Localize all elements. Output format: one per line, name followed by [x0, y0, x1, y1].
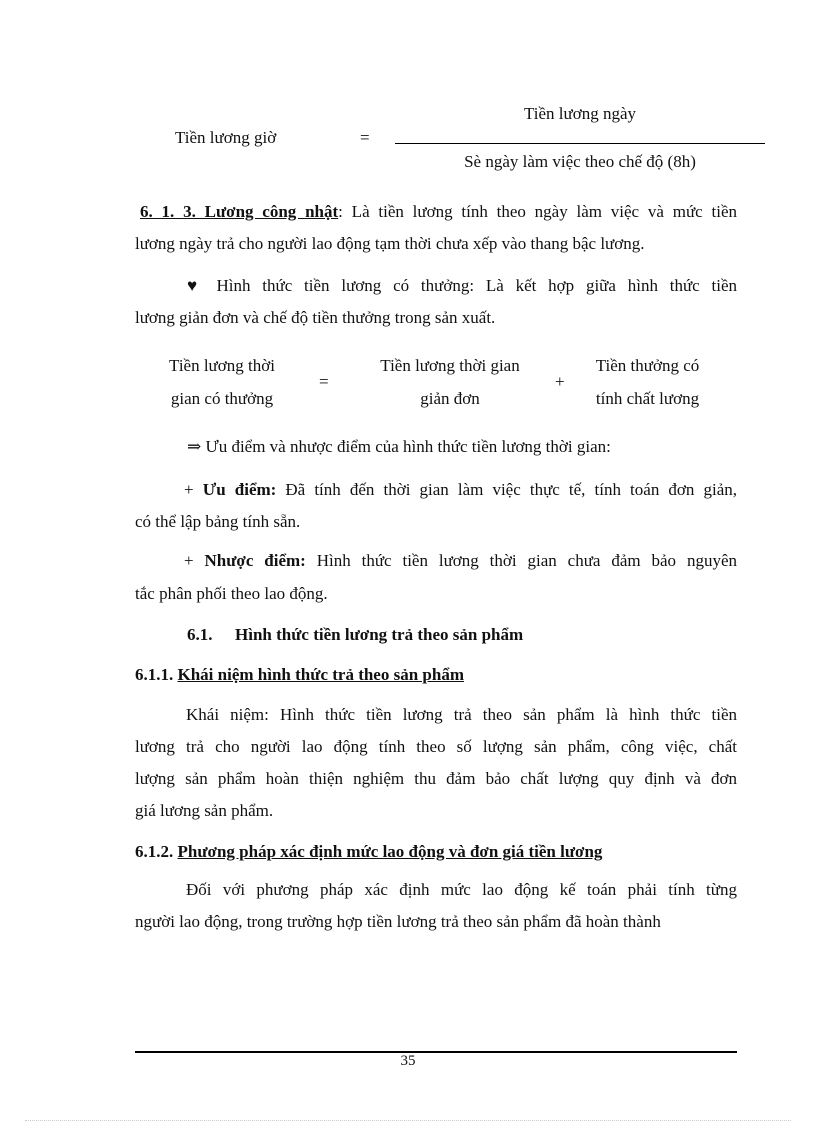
section-61-number: 6.1. — [187, 625, 213, 644]
cons-label: Nhược điểm: — [204, 551, 306, 570]
formula-bonus-a1: Tiền lương thời — [169, 356, 275, 375]
pros-line2: có thể lập bảng tính sẵn. — [135, 512, 301, 531]
section-612-number: 6.1.2. — [135, 842, 174, 861]
bonus-line1 — [187, 276, 737, 296]
proscons-intro: Ưu điểm và nhược điểm của hình thức tiền lương thời gian: — [205, 437, 611, 456]
formula-bonus-a2: gian có thưởng — [170, 389, 274, 408]
section-613-line1 — [140, 202, 737, 222]
pros-line1 — [184, 480, 737, 500]
section-613-heading: 6. 1. 3. Lương công nhật — [140, 202, 339, 221]
formula-hour-lhs: Tiền lương giờ — [175, 128, 277, 147]
section-61-title: Hình thức tiền lương trả theo sản phẩm — [235, 625, 524, 644]
bonus-line2: lương giản đơn và chế độ tiền thưởng trong sản xuất. — [135, 308, 496, 327]
section-612-line2: người lao động, trong trường hợp tiền lương trả theo sản phẩm đã hoàn thành — [135, 912, 661, 931]
section-613-text1: : Là tiền lương tính theo ngày làm việc và mức tiền — [338, 202, 737, 221]
section-612-line1: Đối với phương pháp xác định mức lao động kế toán phải tính từng — [186, 880, 737, 899]
section-611-line2: lương trả cho người lao động tính theo số lượng sản phẩm, công việc, chất — [135, 737, 737, 756]
cons-line2: tắc phân phối theo lao động. — [135, 584, 328, 603]
implies-arrow-icon: ⇒ — [187, 437, 202, 456]
page-number: 35 — [400, 1053, 416, 1069]
section-612-title: Phương pháp xác định mức lao động và đơn giá tiền lương — [177, 842, 603, 861]
section-613-line2: lương ngày trả cho người lao động tạm thời chưa xếp vào thang bậc lương. — [135, 234, 645, 253]
section-611-title: Khái niệm hình thức trả theo sản phẩm — [177, 665, 464, 684]
page-edge-dotted-line — [25, 1120, 791, 1121]
formula-bonus-equals: = — [319, 372, 329, 391]
cons-line1 — [184, 551, 737, 571]
formula-hour-equals: = — [360, 128, 370, 147]
cons-text1: Hình thức tiền lương thời gian chưa đảm bảo nguyên — [316, 551, 737, 570]
pros-label: Ưu điểm: — [202, 480, 277, 499]
section-611-line4: giá lương sản phẩm. — [135, 801, 274, 820]
formula-bonus-plus: + — [555, 372, 565, 391]
formula-bonus-c2: tính chất lương — [595, 389, 700, 408]
section-612-heading — [135, 842, 602, 862]
heart-bullet-icon: ♥ — [187, 276, 205, 295]
section-611-line3: lượng sản phẩm hoàn thiện nghiệm thu đảm bảo chất lượng quy định và đơn — [135, 769, 737, 788]
fraction-line — [395, 143, 765, 144]
formula-hour-numerator: Tiền lương ngày — [523, 104, 637, 123]
formula-bonus-b2: giản đơn — [420, 389, 480, 408]
pros-text1: Đã tính đến thời gian làm việc thực tế, tính toán đơn giản, — [285, 480, 738, 499]
section-611-line1: Khái niệm: Hình thức tiền lương trả theo sản phẩm là hình thức tiền — [186, 705, 737, 724]
bonus-text1: Hình thức tiền lương có thưởng: Là kết hợp giữa hình thức tiền — [216, 276, 738, 295]
cons-prefix: + — [184, 551, 194, 570]
section-611-heading — [135, 665, 464, 685]
formula-bonus-b1: Tiền lương thời gian — [380, 356, 520, 375]
pros-prefix: + — [184, 480, 194, 499]
section-611-number: 6.1.1. — [135, 665, 174, 684]
proscons-intro-line — [187, 437, 611, 457]
formula-hour-denominator: Sè ngày làm việc theo chế độ (8h) — [464, 152, 696, 171]
formula-bonus-c1: Tiền thưởng có — [595, 356, 700, 375]
